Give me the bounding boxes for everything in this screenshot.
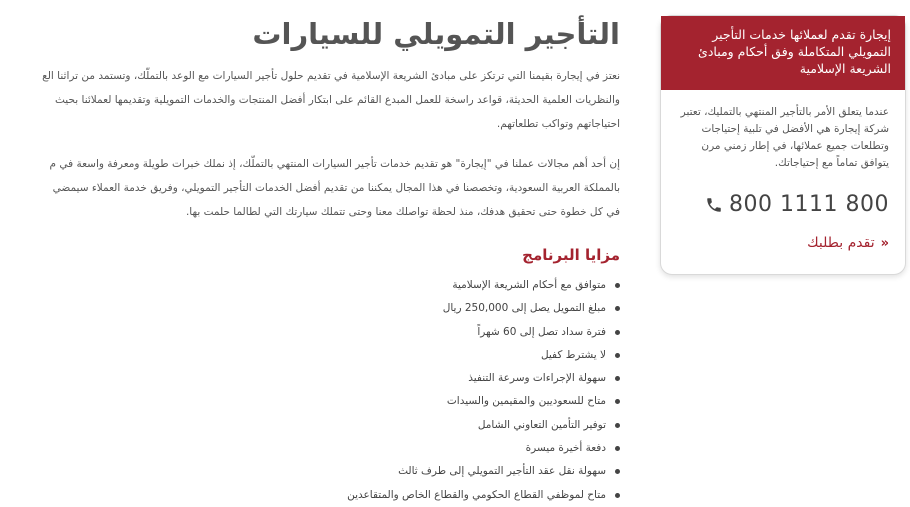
bullet-icon [615, 493, 620, 498]
intro-line: احتياجاتهم وتواكب تطلعاتهم. [496, 118, 620, 130]
services-line: في كل خطوة حتى تحقيق هدفك، منذ لحظة تواصلك معنا وحتى تتملك سيارتك التي لطالما حلمت بها. [185, 206, 620, 218]
main-content [42, 0, 638, 501]
bullet-icon [615, 446, 620, 451]
bullet-icon [615, 399, 620, 404]
phone-text: 800 1111 800 [729, 192, 889, 217]
feature-item [0, 321, 620, 344]
services-line: بالمملكة العربية السعودية، وتخصصنا في هذا المجال يمكننا من تقديم أفضل الخدمات التأجير التمويلي، وفريق خدمة العملاء سيمضي [52, 182, 620, 194]
feature-text: لا يشترط كفيل [540, 348, 606, 361]
apply-link[interactable] [677, 235, 889, 251]
feature-item [0, 437, 620, 460]
feature-text: متاح لموظفي القطاع الحكومي والقطاع الخاص والمتقاعدين [347, 488, 606, 501]
feature-item [0, 297, 620, 320]
feature-item [0, 484, 620, 507]
bullet-icon [615, 353, 620, 358]
feature-text: فترة سداد تصل إلى 60 شهراً [477, 325, 606, 338]
card-description: عندما يتعلق الأمر بالتأجير المنتهي بالتمليك، تعتبر شركة إيجارة هي الأفضل في تلبية إحتياجات وتطلعات جميع عملائها، في إطار زمني مرن يتوافق تماماً مع إحتياجاتك. [680, 106, 889, 169]
features-list [0, 274, 620, 507]
bullet-icon [615, 330, 620, 335]
intro-line: نعتز في إيجارة بقيمنا التي ترتكز على مبادئ الشريعة الإسلامية في تقديم حلول تأجير السيارات مع الوعد بالتملّك، وتستمد من تراثنا الع [42, 70, 620, 82]
feature-item [0, 274, 620, 297]
card-body [661, 90, 905, 251]
services-line: إن أحد أهم مجالات عملنا في "إيجارة" هو تقديم خدمات تأجير السيارات المنتهي بالتملّك، إذ نملك خبرات طويلة ومعرفة واسعة في م [49, 158, 620, 170]
double-chevron-icon: « [880, 235, 889, 251]
phone-icon [705, 196, 723, 214]
feature-item [0, 460, 620, 483]
feature-item [0, 390, 620, 413]
bullet-icon [615, 469, 620, 474]
feature-item [0, 344, 620, 367]
bullet-icon [615, 376, 620, 381]
phone-number[interactable] [677, 192, 889, 217]
feature-text: سهولة الإجراءات وسرعة التنفيذ [468, 372, 606, 385]
feature-item [0, 367, 620, 390]
contact-card [660, 15, 906, 275]
intro-paragraph [0, 64, 620, 136]
feature-text: متاح للسعوديين والمقيمين والسيدات [446, 395, 606, 408]
bullet-icon [615, 306, 620, 311]
services-paragraph [0, 152, 620, 224]
apply-label: تقدم بطلبك [807, 235, 875, 251]
feature-text: دفعة أخيرة ميسرة [525, 442, 606, 455]
feature-text: مبلغ التمويل يصل إلى 250,000 ريال [442, 302, 606, 315]
card-header: إيجارة تقدم لعملائها خدمات التأجير التمويلي المتكاملة وفق أحكام ومبادئ الشريعة الإسلامية [661, 16, 905, 90]
feature-item [0, 414, 620, 437]
feature-text: سهولة نقل عقد التأجير التمويلي إلى طرف ثالث [398, 465, 606, 478]
feature-text: متوافق مع أحكام الشريعة الإسلامية [452, 279, 606, 291]
intro-line: والنظريات العلمية الحديثة، قواعد راسخة للعمل المبدع القائم على ابتكار أفضل المنتجات والخدمات التمويلية وتقديمها لعملائنا بحيث [54, 94, 620, 106]
features-title: مزايا البرنامج [522, 246, 620, 264]
page-title: التأجير التمويلي للسيارات [252, 17, 620, 51]
bullet-icon [615, 283, 620, 288]
feature-text: توفير التأمين التعاوني الشامل [477, 418, 606, 431]
bullet-icon [615, 423, 620, 428]
